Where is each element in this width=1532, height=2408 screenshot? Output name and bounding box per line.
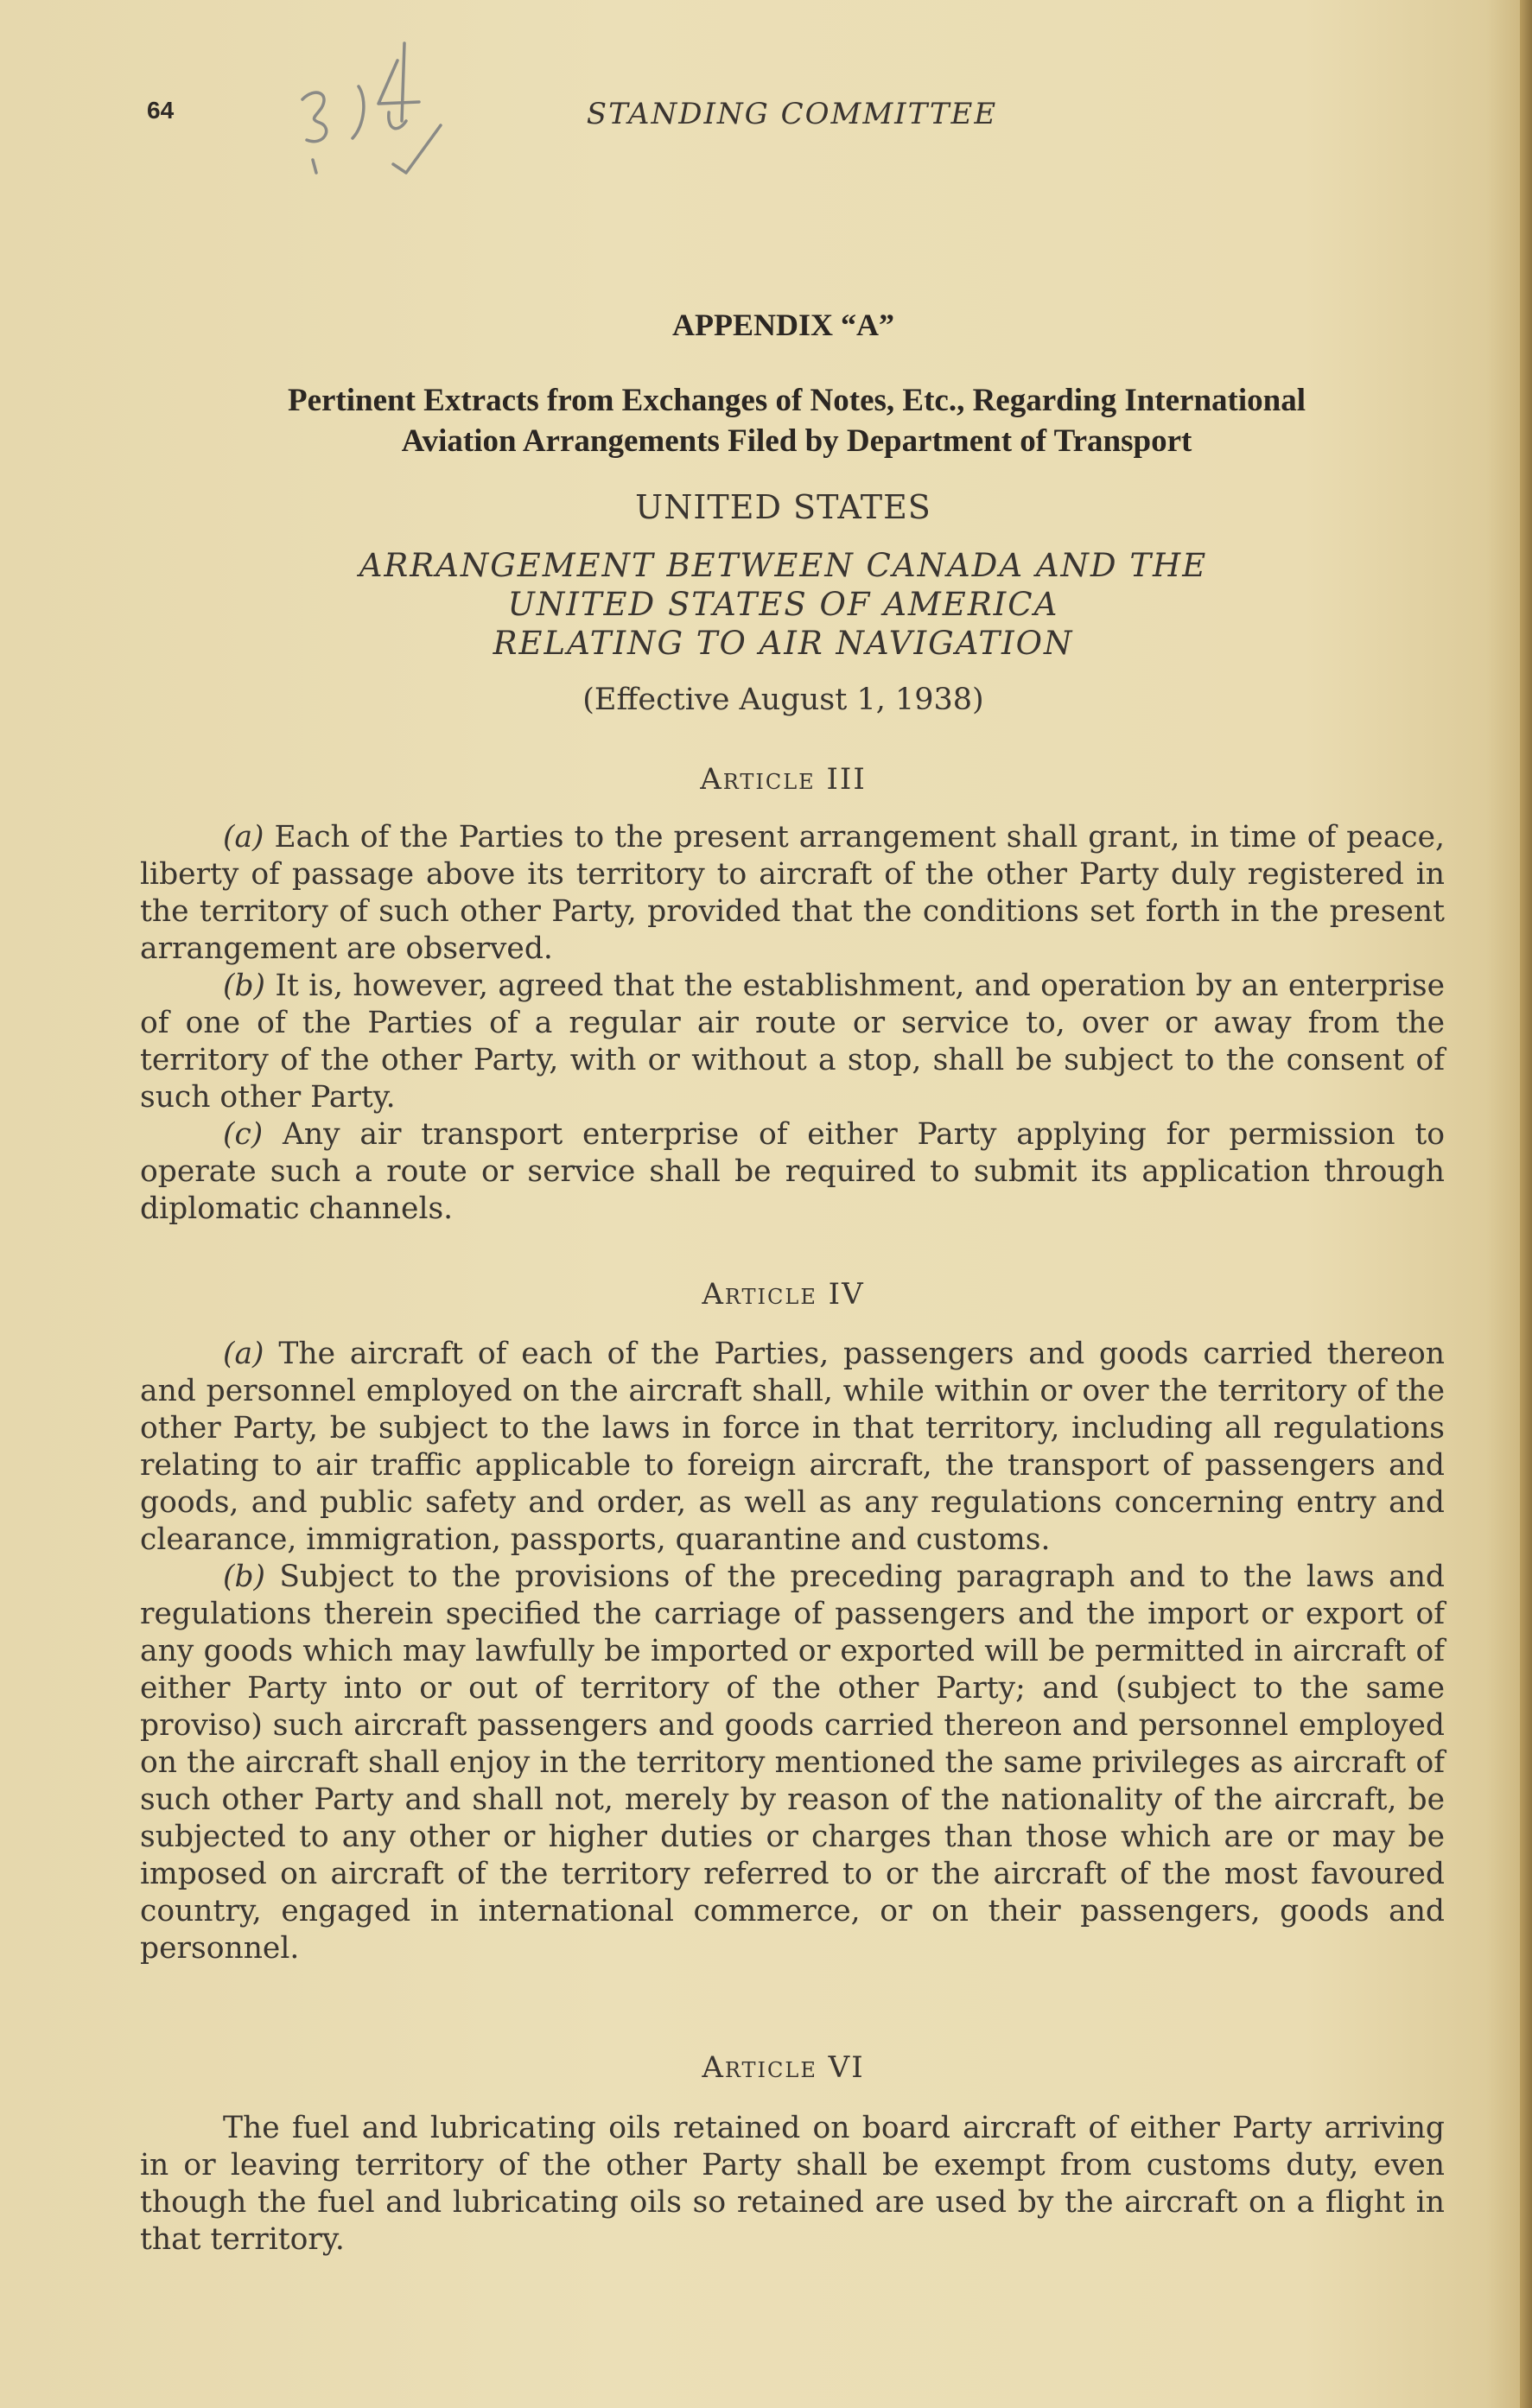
article-heading: Article IV — [702, 1277, 865, 1312]
paragraph-text: Any air transport enterprise of either Party applying for permission to operate such a route or service shall be required to submit its application through diplomatic channels. — [140, 1117, 1445, 1226]
paragraph — [140, 2110, 1445, 2259]
paragraph-text: The fuel and lubricating oils retained on board aircraft of either Party arriving in or leaving territory of the other Party shall be exempt from customs duty, even though the fuel and lubricating oils so retained are used by the aircraft on a flight in that territory. — [140, 2111, 1445, 2257]
country-heading: UNITED STATES — [635, 488, 931, 526]
extracts-heading-line: Pertinent Extracts from Exchanges of Notes, Etc., Regarding International — [287, 383, 1306, 418]
paragraph — [140, 1116, 1445, 1228]
article-body — [140, 819, 1445, 1228]
paragraph-text: It is, however, agreed that the establishment, and operation by an enterprise of one of the Parties of a regular air route or service to, over or away from the territory of the other Party, with or without a stop, shall be subject to the consent of such other Party. — [140, 969, 1445, 1115]
paragraph-label: (b) — [223, 969, 266, 1003]
paragraph-label: (c) — [223, 1117, 264, 1152]
paragraph-label: (b) — [223, 1560, 266, 1594]
paragraph — [140, 1336, 1445, 1559]
article-heading: Article III — [700, 762, 867, 797]
handwritten-annotation — [277, 26, 484, 199]
extracts-heading-line: Aviation Arrangements Filed by Department of Transport — [401, 423, 1192, 459]
appendix-title: APPENDIX “A” — [672, 308, 894, 342]
paragraph — [140, 819, 1445, 968]
article-body — [140, 1336, 1445, 1967]
arrangement-title-line: UNITED STATES OF AMERICA — [507, 586, 1059, 623]
paragraph-label: (a) — [223, 820, 264, 855]
arrangement-title-line: RELATING TO AIR NAVIGATION — [493, 625, 1074, 662]
effective-date: (Effective August 1, 1938) — [582, 683, 984, 717]
arrangement-title — [0, 546, 1532, 663]
page-edge-shadow — [1520, 0, 1532, 2408]
paragraph — [140, 1559, 1445, 1967]
paragraph-text: Subject to the provisions of the preceding paragraph and to the laws and regulations therein specified the carriage of passengers and the import or export of any goods which may lawfully be imported or exported will be permitted in aircraft of either Party into or out of territory of the other Party; and (subject to the same proviso) such aircraft passengers and goods carried thereon and personnel employed on the aircraft shall enjoy in the territory mentioned the same privileges as aircraft of such other Party and shall not, merely by reason of the nationality of the aircraft, be subjected to any other or higher duties or charges than those which are or may be imposed on aircraft of the territory referred to or the aircraft of the most favoured country, engaged in international commerce, or on their passengers, goods and personnel. — [140, 1560, 1445, 1966]
paragraph-label: (a) — [223, 1337, 264, 1371]
paragraph — [140, 968, 1445, 1116]
paragraph-text: Each of the Parties to the present arrangement shall grant, in time of peace, liberty of passage above its territory to aircraft of the other Party duly registered in the territory of such other Party, provided that the conditions set forth in the present arrangement are observed. — [140, 820, 1445, 966]
article-heading: Article VI — [702, 2050, 865, 2085]
article-body — [140, 2110, 1445, 2259]
page-number: 64 — [147, 97, 175, 124]
page-header — [0, 97, 1532, 140]
running-title: STANDING COMMITTEE — [586, 97, 998, 131]
arrangement-title-line: ARRANGEMENT BETWEEN CANADA AND THE — [359, 547, 1208, 584]
extracts-heading — [140, 380, 1453, 461]
paragraph-text: The aircraft of each of the Parties, passengers and goods carried thereon and personnel employed on the aircraft shall, while within or over the territory of the other Party, be subject to the laws in force in that territory, including all regulations relating to air traffic applicable to foreign aircraft, the transport of passengers and goods, and public safety and order, as well as any regulations concerning entry and clearance, immigration, passports, quarantine and customs. — [140, 1337, 1445, 1557]
